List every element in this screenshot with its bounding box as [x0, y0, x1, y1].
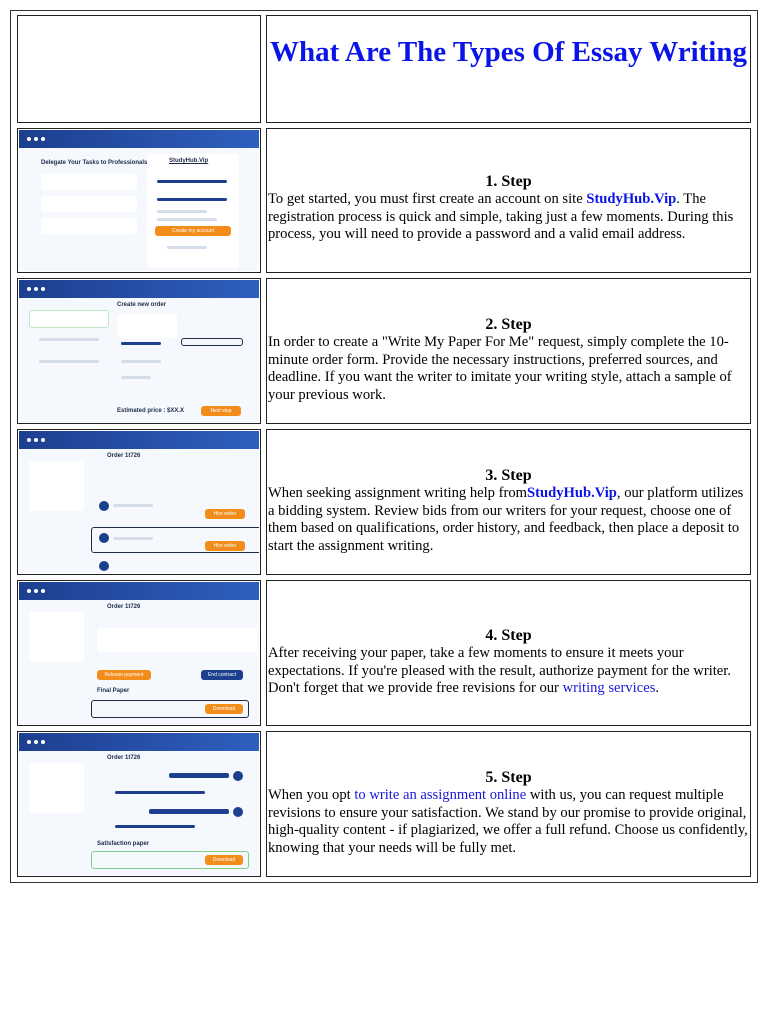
- shot-4-end: End contract: [201, 670, 243, 680]
- step-3-screenshot: [17, 429, 261, 575]
- shot-1-heading: Delegate Your Tasks to Professionals: [41, 160, 148, 166]
- steps-table: [10, 10, 758, 883]
- step-4-screenshot: [17, 580, 261, 726]
- shot-1-button: Create my account: [155, 226, 231, 236]
- step-3-cell: [266, 429, 751, 575]
- header-cell: [266, 15, 751, 123]
- page-title: What Are The Types Of Essay Writing: [270, 36, 747, 68]
- shot-2-price: Estimated price : $XX.X: [117, 408, 185, 414]
- step-1-text: To get started, you must first create an account on site StudyHub.Vip. The registration process is quick and simple, taking just a few moments. During this process, you will need to provide a password and a valid email address.: [268, 191, 734, 242]
- shot-5-heading: Order 1t726: [107, 755, 141, 761]
- shot-5-download: Download: [205, 855, 243, 865]
- shot-4-heading: Order 1t726: [107, 604, 141, 610]
- step-4-cell: [266, 580, 751, 726]
- step-5-text: When you opt to write an assignment online with us, you can request multiple revisions to ensure your satisfaction. We stand by our promise to provide original, high-quality content - if plagiarized, we offer a full refund. Choose us confidently, knowing that your needs will be fully met.: [268, 787, 748, 856]
- shot-4-release: Release payment: [97, 670, 151, 680]
- step-2-cell: [266, 278, 751, 424]
- step-4-heading: 4. Step: [485, 627, 532, 644]
- writing-services-link[interactable]: writing services: [562, 680, 656, 696]
- shot-2-button: Next step: [201, 406, 241, 416]
- step-1-cell: [266, 128, 751, 273]
- shot-4-final: Final Paper: [97, 688, 130, 694]
- shot-4-download: Download: [205, 704, 243, 714]
- step-4-text: After receiving your paper, take a few moments to ensure it meets your expectations. If you're pleased with the result, authorize payment for the writer. Don't forget that we provide free revisions for our writing services.: [268, 645, 731, 696]
- shot-1-brand: StudyHub.Vip: [169, 158, 209, 164]
- step-3-heading: 3. Step: [485, 467, 532, 484]
- step-3-text: When seeking assignment writing help fromStudyHub.Vip, our platform utilizes a bidding system. Review bids from our writers for your request, choose one of them based on qualifications, order history, and feedback, then place a deposit to start the assignment writing.: [268, 485, 744, 554]
- step-5-heading: 5. Step: [485, 769, 532, 786]
- shot-2-heading: Create new order: [117, 302, 167, 308]
- shot-3-heading: Order 1t726: [107, 453, 141, 459]
- studyhub-link-2[interactable]: StudyHub.Vip: [526, 485, 617, 501]
- step-1-screenshot: [17, 128, 261, 273]
- shot-3-button-2: Hire writer: [205, 541, 245, 551]
- shot-5-final: Satisfaction paper: [97, 841, 150, 847]
- step-1-heading: 1. Step: [485, 173, 532, 190]
- shot-3-button-1: Hire writer: [205, 509, 245, 519]
- step-5-screenshot: [17, 731, 261, 877]
- step-2-heading: 2. Step: [485, 316, 532, 333]
- write-assignment-link[interactable]: to write an assignment online: [354, 787, 527, 803]
- studyhub-link[interactable]: StudyHub.Vip: [586, 191, 677, 207]
- step-2-screenshot: [17, 278, 261, 424]
- step-5-cell: [266, 731, 751, 877]
- step-2-text: In order to create a "Write My Paper For Me" request, simply complete the 10-minute order form. Provide the necessary instructions, preferred sources, and deadline. If you want the writer to imitate your writing style, attach a sample of your previous work.: [268, 334, 732, 403]
- header-empty-cell: [17, 15, 261, 123]
